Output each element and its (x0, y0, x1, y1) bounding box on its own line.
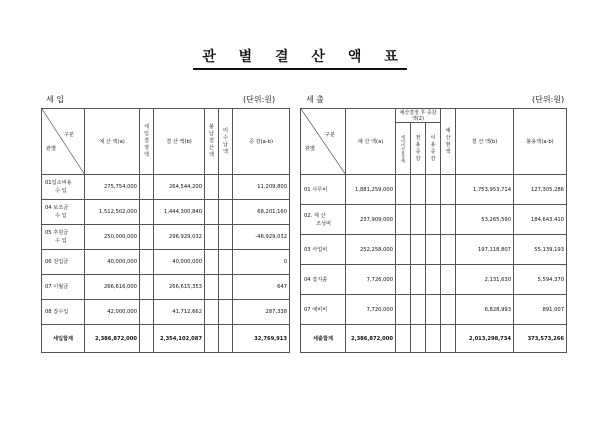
diff-cell: 11,209,800 (233, 175, 290, 200)
settled-cell: 1,444,300,840 (154, 200, 205, 225)
income-corner-top: 구분 (64, 132, 75, 138)
row-label: 04 보조금 수 입 (42, 200, 85, 225)
page-title: 관 별 결 산 액 표 (0, 46, 600, 66)
expense-table (300, 108, 567, 353)
table-row (301, 295, 567, 325)
row-label: 07 예비비 (301, 295, 346, 325)
empty-cell (205, 250, 219, 275)
table-row (301, 175, 567, 205)
empty-cell (140, 175, 154, 200)
budget-cell: 40,000,000 (85, 250, 140, 275)
row-label: 04 잡지출 (301, 265, 346, 295)
diff-cell: 68,201,160 (233, 200, 290, 225)
empty-cell (441, 205, 456, 235)
empty-cell (205, 200, 219, 225)
expense-header-carry: 이 용 증 감 (426, 123, 441, 175)
income-header-settled: 결 산 액(b) (154, 109, 205, 175)
income-section-label: 세 입 (46, 95, 64, 104)
empty-cell (219, 250, 233, 275)
expense-header-transfer: 전 용 증 감 (411, 123, 426, 175)
unused-cell: 891,007 (514, 295, 567, 325)
empty-cell (441, 325, 456, 353)
expense-header-current: 예 산 현 액 (441, 109, 456, 175)
income-table (41, 108, 290, 353)
total-row (301, 325, 567, 353)
empty-cell (396, 295, 411, 325)
expense-corner-top: 구분 (325, 132, 336, 138)
empty-cell (205, 175, 219, 200)
expense-header-unused: 불용액(a-b) (514, 109, 567, 175)
empty-cell (441, 175, 456, 205)
empty-cell (219, 225, 233, 250)
expense-header-settled: 결 산 액(b) (456, 109, 514, 175)
empty-cell (411, 265, 426, 295)
empty-cell (140, 250, 154, 275)
settled-cell: 2,131,630 (456, 265, 514, 295)
settled-cell: 296,929,032 (154, 225, 205, 250)
income-header-diff: 증 감(a-b) (233, 109, 290, 175)
empty-cell (205, 225, 219, 250)
diff-cell: -46,929,032 (233, 225, 290, 250)
income-corner-cell (42, 109, 85, 175)
settled-cell: 264,544,200 (154, 175, 205, 200)
empty-cell (426, 175, 441, 205)
table-row (42, 300, 290, 325)
empty-cell (205, 275, 219, 300)
empty-cell (396, 325, 411, 353)
total-budget: 2,386,872,000 (346, 325, 396, 353)
budget-cell: 1,881,259,000 (346, 175, 396, 205)
row-label: 08 잡수입 (42, 300, 85, 325)
table-row (301, 265, 567, 295)
empty-cell (426, 295, 441, 325)
empty-cell (396, 175, 411, 205)
settled-cell: 40,000,000 (154, 250, 205, 275)
expense-header-reserve: 예비비사용금액 (396, 123, 411, 175)
expense-section-label: 세 출 (306, 95, 324, 104)
budget-cell: 275,754,000 (85, 175, 140, 200)
empty-cell (411, 295, 426, 325)
settled-cell: 6,828,993 (456, 295, 514, 325)
diagonal-line (42, 109, 85, 175)
empty-cell (205, 300, 219, 325)
empty-cell (441, 235, 456, 265)
budget-cell: 237,909,000 (346, 205, 396, 235)
budget-cell: 7,726,000 (346, 265, 396, 295)
empty-cell (205, 325, 219, 353)
budget-cell: 1,512,502,000 (85, 200, 140, 225)
income-header-budget: 예 산 액(a) (85, 109, 140, 175)
empty-cell (426, 325, 441, 353)
empty-cell (426, 205, 441, 235)
settled-cell: 41,712,662 (154, 300, 205, 325)
total-diff: 32,769,913 (233, 325, 290, 353)
row-label: 01 사무비 (301, 175, 346, 205)
empty-cell (411, 175, 426, 205)
empty-cell (219, 300, 233, 325)
empty-cell (140, 225, 154, 250)
empty-cell (140, 275, 154, 300)
empty-cell (441, 295, 456, 325)
table-row (42, 200, 290, 225)
empty-cell (396, 235, 411, 265)
total-budget: 2,386,872,000 (85, 325, 140, 353)
total-settled: 2,354,102,087 (154, 325, 205, 353)
row-label: 05 후원금 수 입 (42, 225, 85, 250)
row-label: 03 사업비 (301, 235, 346, 265)
diff-cell: 647 (233, 275, 290, 300)
budget-cell: 252,258,000 (346, 235, 396, 265)
budget-cell: 266,616,000 (85, 275, 140, 300)
unused-cell: 184,643,410 (514, 205, 567, 235)
diff-cell: 287,338 (233, 300, 290, 325)
income-unit-label: (단위:원) (243, 95, 276, 104)
empty-cell (396, 205, 411, 235)
total-label: 세입합계 (42, 325, 85, 353)
row-label: 07 이월금 (42, 275, 85, 300)
unused-cell: 55,139,193 (514, 235, 567, 265)
settled-cell: 266,615,353 (154, 275, 205, 300)
empty-cell (219, 325, 233, 353)
diff-cell: 0 (233, 250, 290, 275)
row-label: 06 전입금 (42, 250, 85, 275)
row-label: 02. 재 산 조성비 (301, 205, 346, 235)
diagonal-line (301, 109, 346, 175)
table-row (42, 225, 290, 250)
budget-cell: 250,000,000 (85, 225, 140, 250)
settled-cell: 53,265,590 (456, 205, 514, 235)
total-settled: 2,013,298,734 (456, 325, 514, 353)
income-header-unpaid: 불 납 결 산 액 (205, 109, 219, 175)
empty-cell (411, 205, 426, 235)
expense-corner-bottom: 관별 (305, 146, 316, 152)
income-header-collected: 세 입 결 정 액 (140, 109, 154, 175)
empty-cell (219, 200, 233, 225)
unused-cell: 127,305,286 (514, 175, 567, 205)
expense-unit-label: (단위:원) (532, 95, 565, 104)
empty-cell (411, 235, 426, 265)
empty-cell (140, 325, 154, 353)
budget-cell: 7,720,000 (346, 295, 396, 325)
expense-corner-cell (301, 109, 346, 175)
empty-cell (219, 275, 233, 300)
empty-cell (441, 265, 456, 295)
empty-cell (140, 300, 154, 325)
total-row (42, 325, 290, 353)
settled-cell: 197,118,807 (456, 235, 514, 265)
settled-cell: 1,753,953,714 (456, 175, 514, 205)
total-unused: 373,573,266 (514, 325, 567, 353)
table-row (301, 235, 567, 265)
empty-cell (411, 325, 426, 353)
empty-cell (426, 235, 441, 265)
table-row (42, 175, 290, 200)
empty-cell (140, 200, 154, 225)
expense-header-budget: 예 산 액(a) (346, 109, 396, 175)
table-row (42, 275, 290, 300)
row-label: 01입소비용 수 입 (42, 175, 85, 200)
empty-cell (219, 175, 233, 200)
total-label: 세출합계 (301, 325, 346, 353)
table-row (42, 250, 290, 275)
empty-cell (396, 265, 411, 295)
empty-cell (426, 265, 441, 295)
income-header-uncollected: 미 수 납 액 (219, 109, 233, 175)
budget-cell: 42,000,000 (85, 300, 140, 325)
unused-cell: 5,594,370 (514, 265, 567, 295)
table-row (301, 205, 567, 235)
income-corner-bottom: 관별 (46, 146, 57, 152)
expense-header-adjust-group: 예산결정 후 증감액(2) (396, 109, 441, 123)
